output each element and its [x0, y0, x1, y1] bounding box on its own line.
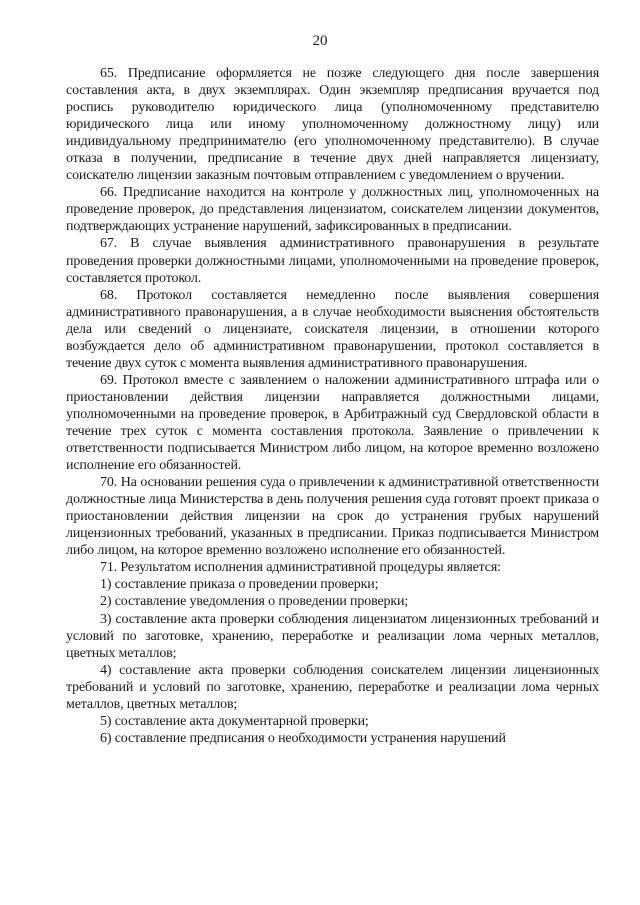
- document-body: [66, 65, 599, 747]
- list-item-2: 2) составление уведомления о проведении проверки;: [100, 594, 409, 610]
- list-item-5: 5) составление акта документарной проверки;: [100, 713, 369, 729]
- paragraph-66: 66. Предписание находится на контроле у должностных лиц, уполномоченных на проведение проверок, до представления лицензиатом, соискателем лицензии документов, подтверждающих устранение нарушений, зафиксированных в предписании.: [66, 185, 599, 235]
- page-number: 20: [312, 33, 328, 49]
- list-item-3: 3) составление акта проверки соблюдения лицензиатом лицензионных требований и условий по заготовке, хранению, переработке и реализации лома черных металлов, цветных металлов;: [66, 611, 599, 661]
- list-item-6: 6) составление предписания о необходимости устранения нарушений: [100, 730, 506, 746]
- paragraph-71: 71. Результатом исполнения административной процедуры является:: [100, 560, 501, 576]
- paragraph-67: 67. В случае выявления административного правонарушения в результате проведения проверки должностными лицами, уполномоченными на проведение проверок, составляется протокол.: [66, 236, 599, 286]
- paragraph-68: 68. Протокол составляется немедленно после выявления совершения административного правонарушения, а в случае необходимости выяснения обстоятельств дела или сведений о лицензиате, соискателя лицензии, в отношении которого возбуждается дело об административном правонарушении, протокол составляется в течение двух суток с момента выявления административного правонарушения.: [66, 287, 599, 371]
- paragraph-69: 69. Протокол вместе с заявлением о наложении административного штрафа или о приостановлении действия лицензии направляется должностными лицами, уполномоченными на проведение проверок, в Арбитражный суд Свердловской области в течение трех суток с момента составления протокола. Заявление о привлечении к ответственности подписывается Министром либо лицом, на которое временно возложено исполнение его обязанностей.: [66, 372, 599, 474]
- list-item-4: 4) составление акта проверки соблюдения соискателем лицензии лицензионных требований и условий по заготовке, хранению, переработке и реализации лома черных металлов, цветных металлов;: [66, 662, 599, 712]
- paragraph-70: 70. На основании решения суда о привлечении к административной ответственности должностные лица Министерства в день получения решения суда готовят проект приказа о приостановлении действия лицензии на срок до устранения грубых нарушений лицензионных требований, указанных в предписании. Приказ подписывается Министром либо лицом, на которое временно возложено исполнение его обязанностей.: [66, 475, 599, 559]
- paragraph-65: 65. Предписание оформляется не позже следующего дня после завершения составления акта, в двух экземплярах. Один экземпляр предписания вручается под роспись руководителю юридического лица (уполномоченному представителю юридического лица или иному уполномоченному должностному лицу) или индивидуальному предпринимателю (его уполномоченному представителю). В случае отказа в получении, предписание в течение двух дней направляется лицензиату, соискателю лицензии заказным почтовым отправлением с уведомлением о вручении.: [66, 66, 599, 184]
- list-item-1: 1) составление приказа о проведении проверки;: [100, 577, 379, 593]
